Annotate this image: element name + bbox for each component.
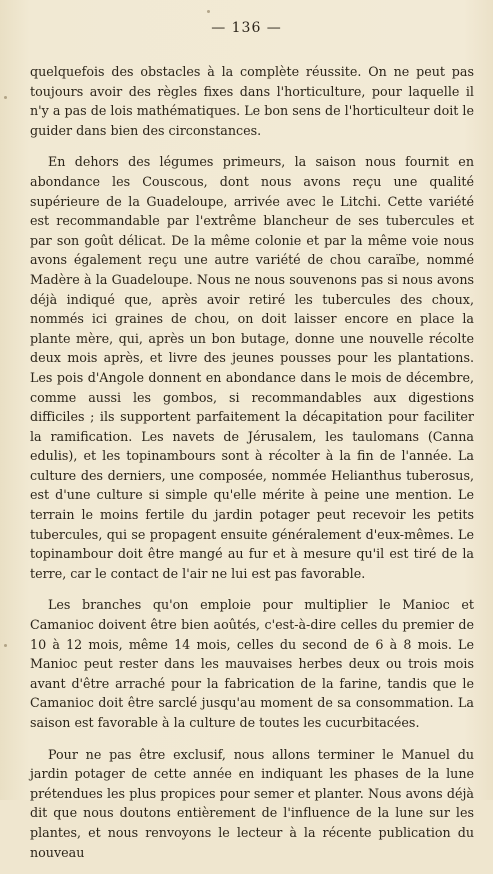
paragraph: En dehors des légumes primeurs, la saison nous fournit en abondance les Couscous, dont nous avons reçu une qualité supérieure de la Guadeloupe, arrivée avec le Litchi. Cette variété est recommandable par l'extrême blancheur de ses tubercules et par son goût délicat. De la même colonie et par la même voie nous avons également reçu une autre variété de chou caraïbe, nommé Madère à la Guadeloupe. Nous ne nous souvenons pas si nous avons déjà indiqué que, après avoir retiré les tubercules des choux, nommés ici graines de chou, on doit laisser encore en place la plante mère, qui, après un bon butage, donne une nouvelle récolte deux mois après, et livre des jeunes pousses pour les plantations. Les pois d'Angole donnent en abondance dans le mois de décembre, comme aussi les gombos, si recommandables aux digestions difficiles ; ils supportent parfaitement la décapitation pour faciliter la ramification. Les navets de Jérusalem, les taulomans (Canna edulis), et les topinambours sont à récolter à la fin de l'année. La culture des derniers, une composée, nommée Helianthus tuberosus, est d'une culture si simple qu'elle mérite à peine une mention. Le terrain le moins fertile du jardin potager peut recevoir les petits tubercules, qui se propagent ensuite généralement d'eux-mêmes. Le topinambour doit être mangé au fur et à mesure qu'il est tiré de la terre, car le contact de l'air ne lui est pas favorable.: [30, 154, 474, 581]
paragraph: quelquefois des obstacles à la complète réussite. On ne peut pas toujours avoir des règles fixes dans l'horticulture, pour laquelle il n'y a pas de lois mathématiques. Le bon sens de l'horticulteur doit le guider dans bien des circonstances.: [30, 64, 474, 138]
body-text: [30, 62, 474, 874]
paper-speck: [207, 10, 210, 13]
page-number: — 136 —: [211, 20, 282, 36]
paper-speck: [4, 96, 7, 99]
paragraph: Les branches qu'on emploie pour multiplier le Manioc et Camanioc doivent être bien aoûtés, c'est-à-dire celles du premier de 10 à 12 mois, même 14 mois, celles du second de 6 à 8 mois. Le Manioc peut rester dans les mauvaises herbes deux ou trois mois avant d'être arraché pour la fabrication de la farine, tandis que le Camanioc doit être sarclé jusqu'au moment de sa consommation. La saison est favorable à la culture de toutes les cucurbitacées.: [30, 597, 474, 730]
paragraph: Pour ne pas être exclusif, nous allons terminer le Manuel du jardin potager de cette année en indiquant les phases de la lune prétendues les plus propices pour semer et planter. Nous avons déjà dit que nous doutons entièrement de l'influence de la lune sur les plantes, et nous renvoyons le lecteur à la récente publication du nouveau: [30, 746, 474, 860]
paper-speck: [4, 644, 7, 647]
